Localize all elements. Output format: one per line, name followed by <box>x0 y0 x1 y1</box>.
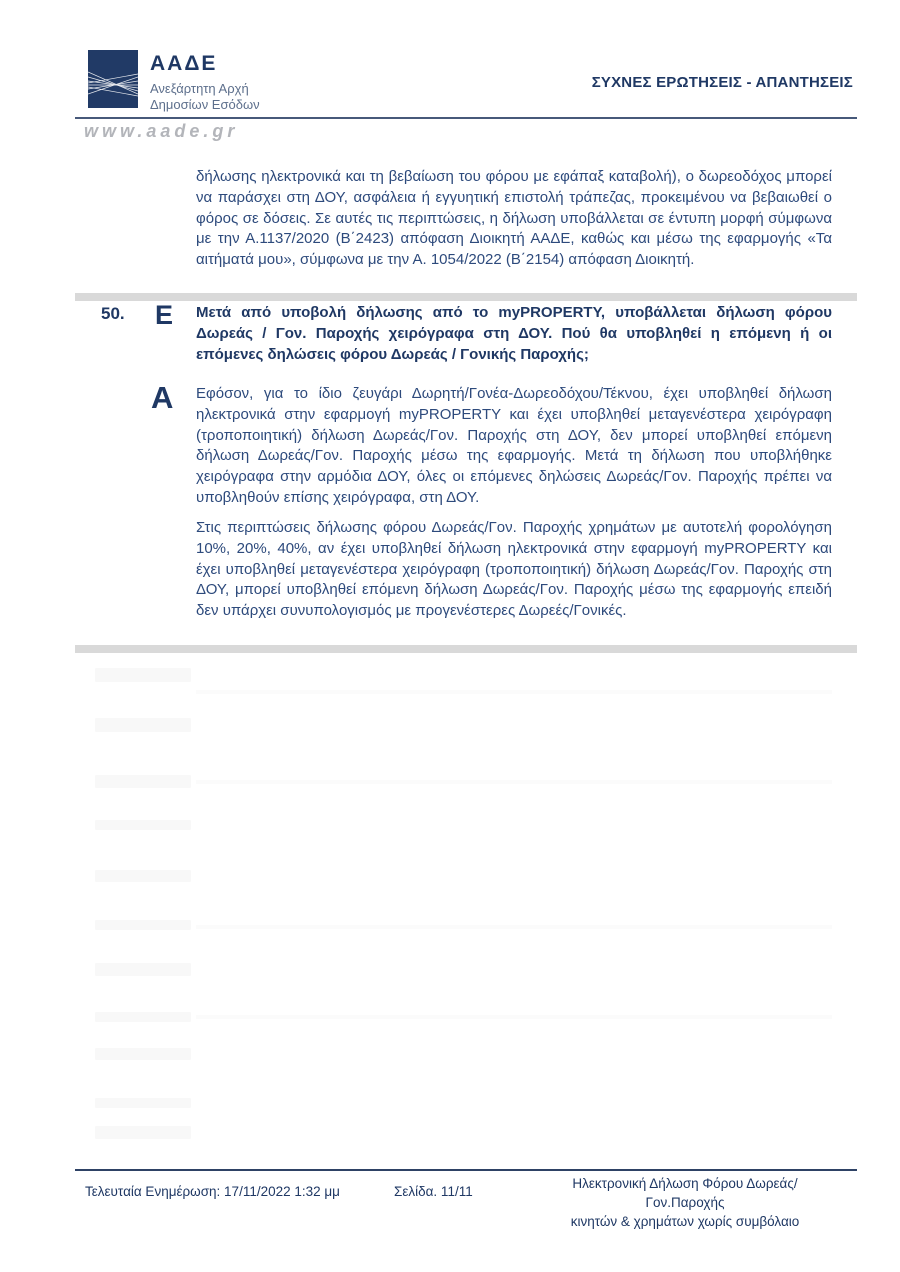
aade-logo <box>88 50 138 108</box>
section-separator-top <box>75 293 857 301</box>
scan-artifact <box>95 870 191 882</box>
brand-acronym: ΑΑΔΕ <box>150 52 218 75</box>
scan-artifact <box>95 775 191 788</box>
brand-block <box>150 52 260 114</box>
scan-artifact <box>95 920 191 930</box>
scan-artifact <box>95 1012 191 1022</box>
question-marker: Ε <box>155 300 174 330</box>
footer-doc-name-line1: Ηλεκτρονική Δήλωση Φόρου Δωρεάς/Γον.Παροχής <box>572 1176 798 1210</box>
question-text: Μετά από υποβολή δήλωσης από το myPROPERTY, υποβάλλεται δήλωση φόρου Δωρεάς / Γον. Παροχής χειρόγραφα στη ΔΟΥ. Πού θα υποβληθεί η επόμενη ή οι επόμενες δηλώσεις φόρου Δωρεάς / Γονικής Παροχής; <box>196 304 832 363</box>
scan-artifact <box>95 1098 191 1108</box>
question-number: 50. <box>101 304 125 323</box>
intro-paragraph: δήλωσης ηλεκτρονικά και τη βεβαίωση του φόρου με εφάπαξ καταβολή), ο δωρεοδόχος μπορεί να παράσχει στη ΔΟΥ, ασφάλεια ή εγγυητική επιστολή τράπεζας, προκειμένου να βεβαιωθεί ο φόρος σε δόσεις. Σε αυτές τις περιπτώσεις, η δήλωση υποβάλλεται σε έντυπη μορφή σύμφωνα με την Α.1137/2020 (Β΄2423) απόφαση Διοικητή ΑΑΔΕ, καθώς και μέσω της εφαρμογής «Τα αιτήματά μου», σύμφωνα με την Α. 1054/2022 (Β΄2154) απόφαση Διοικητή. <box>196 168 832 269</box>
page-title: ΣΥΧΝΕΣ ΕΡΩΤΗΣΕΙΣ - ΑΠΑΝΤΗΣΕΙΣ <box>591 74 853 91</box>
footer-page-indicator: Σελίδα. 11/11 <box>394 1184 473 1199</box>
scan-artifact <box>196 1015 832 1019</box>
brand-subtitle-line2: Δημοσίων Εσόδων <box>150 97 260 113</box>
answer-marker: Α <box>151 380 174 415</box>
scan-artifact <box>95 718 191 732</box>
answer-paragraph-1: Εφόσον, για το ίδιο ζευγάρι Δωρητή/Γονέα-Δωρεοδόχου/Τέκνου, έχει υποβληθεί δήλωση ηλεκτρονικά στην εφαρμογή myPROPERTY και έχει υποβληθεί μεταγενέστερα χειρόγραφη (τροποποιητική) δήλωση Δωρεάς/Γον. Παροχής στη ΔΟΥ, δεν μπορεί υποβληθεί επόμενη δήλωση Δωρεάς/Γον. Παροχής μέσω της εφαρμογής. Μετά τη δήλωση που υποβλήθηκε χειρόγραφα στην αρμόδια ΔΟΥ, όλες οι επόμενες δηλώσεις Δωρεάς/Γον. Παροχής πρέπει να υποβληθούν επίσης χειρόγραφα, στη ΔΟΥ. <box>196 385 832 506</box>
scan-artifact <box>196 780 832 784</box>
footer-doc-name <box>535 1175 835 1232</box>
scan-artifact <box>196 925 832 929</box>
aade-logo-icon <box>88 50 138 108</box>
scan-artifact <box>95 1048 191 1060</box>
footer-divider <box>75 1169 857 1171</box>
scan-artifact <box>95 668 191 682</box>
footer-last-update: Τελευταία Ενημέρωση: 17/11/2022 1:32 μμ <box>85 1184 340 1199</box>
brand-subtitle-line1: Ανεξάρτητη Αρχή <box>150 81 249 97</box>
scan-artifact <box>196 690 832 694</box>
scan-artifact <box>95 820 191 830</box>
section-separator-bottom <box>75 645 857 653</box>
scan-artifact <box>95 1126 191 1139</box>
answer-paragraph-2: Στις περιπτώσεις δήλωσης φόρου Δωρεάς/Γον. Παροχής χρημάτων με αυτοτελή φορολόγηση 10%, 20%, 40%, αν έχει υποβληθεί δήλωση ηλεκτρονικά στην εφαρμογή myPROPERTY και έχει υποβληθεί μεταγενέστερα χειρόγραφη (τροποποιητική) δήλωση Δωρεάς/Γον. Παροχής στη ΔΟΥ, μπορεί υποβληθεί επόμενη δήλωση Δωρεάς/Γον. Παροχής μέσω της εφαρμογής επειδή δεν υπάρχει συνυπολογισμός με προγενέστερες Δωρεές/Γονικές. <box>196 519 832 620</box>
header-divider <box>75 117 857 119</box>
footer-doc-name-line2: κινητών & χρημάτων χωρίς συμβόλαιο <box>570 1213 800 1229</box>
scan-artifact <box>95 963 191 976</box>
website-link[interactable]: www.aade.gr <box>84 121 239 141</box>
